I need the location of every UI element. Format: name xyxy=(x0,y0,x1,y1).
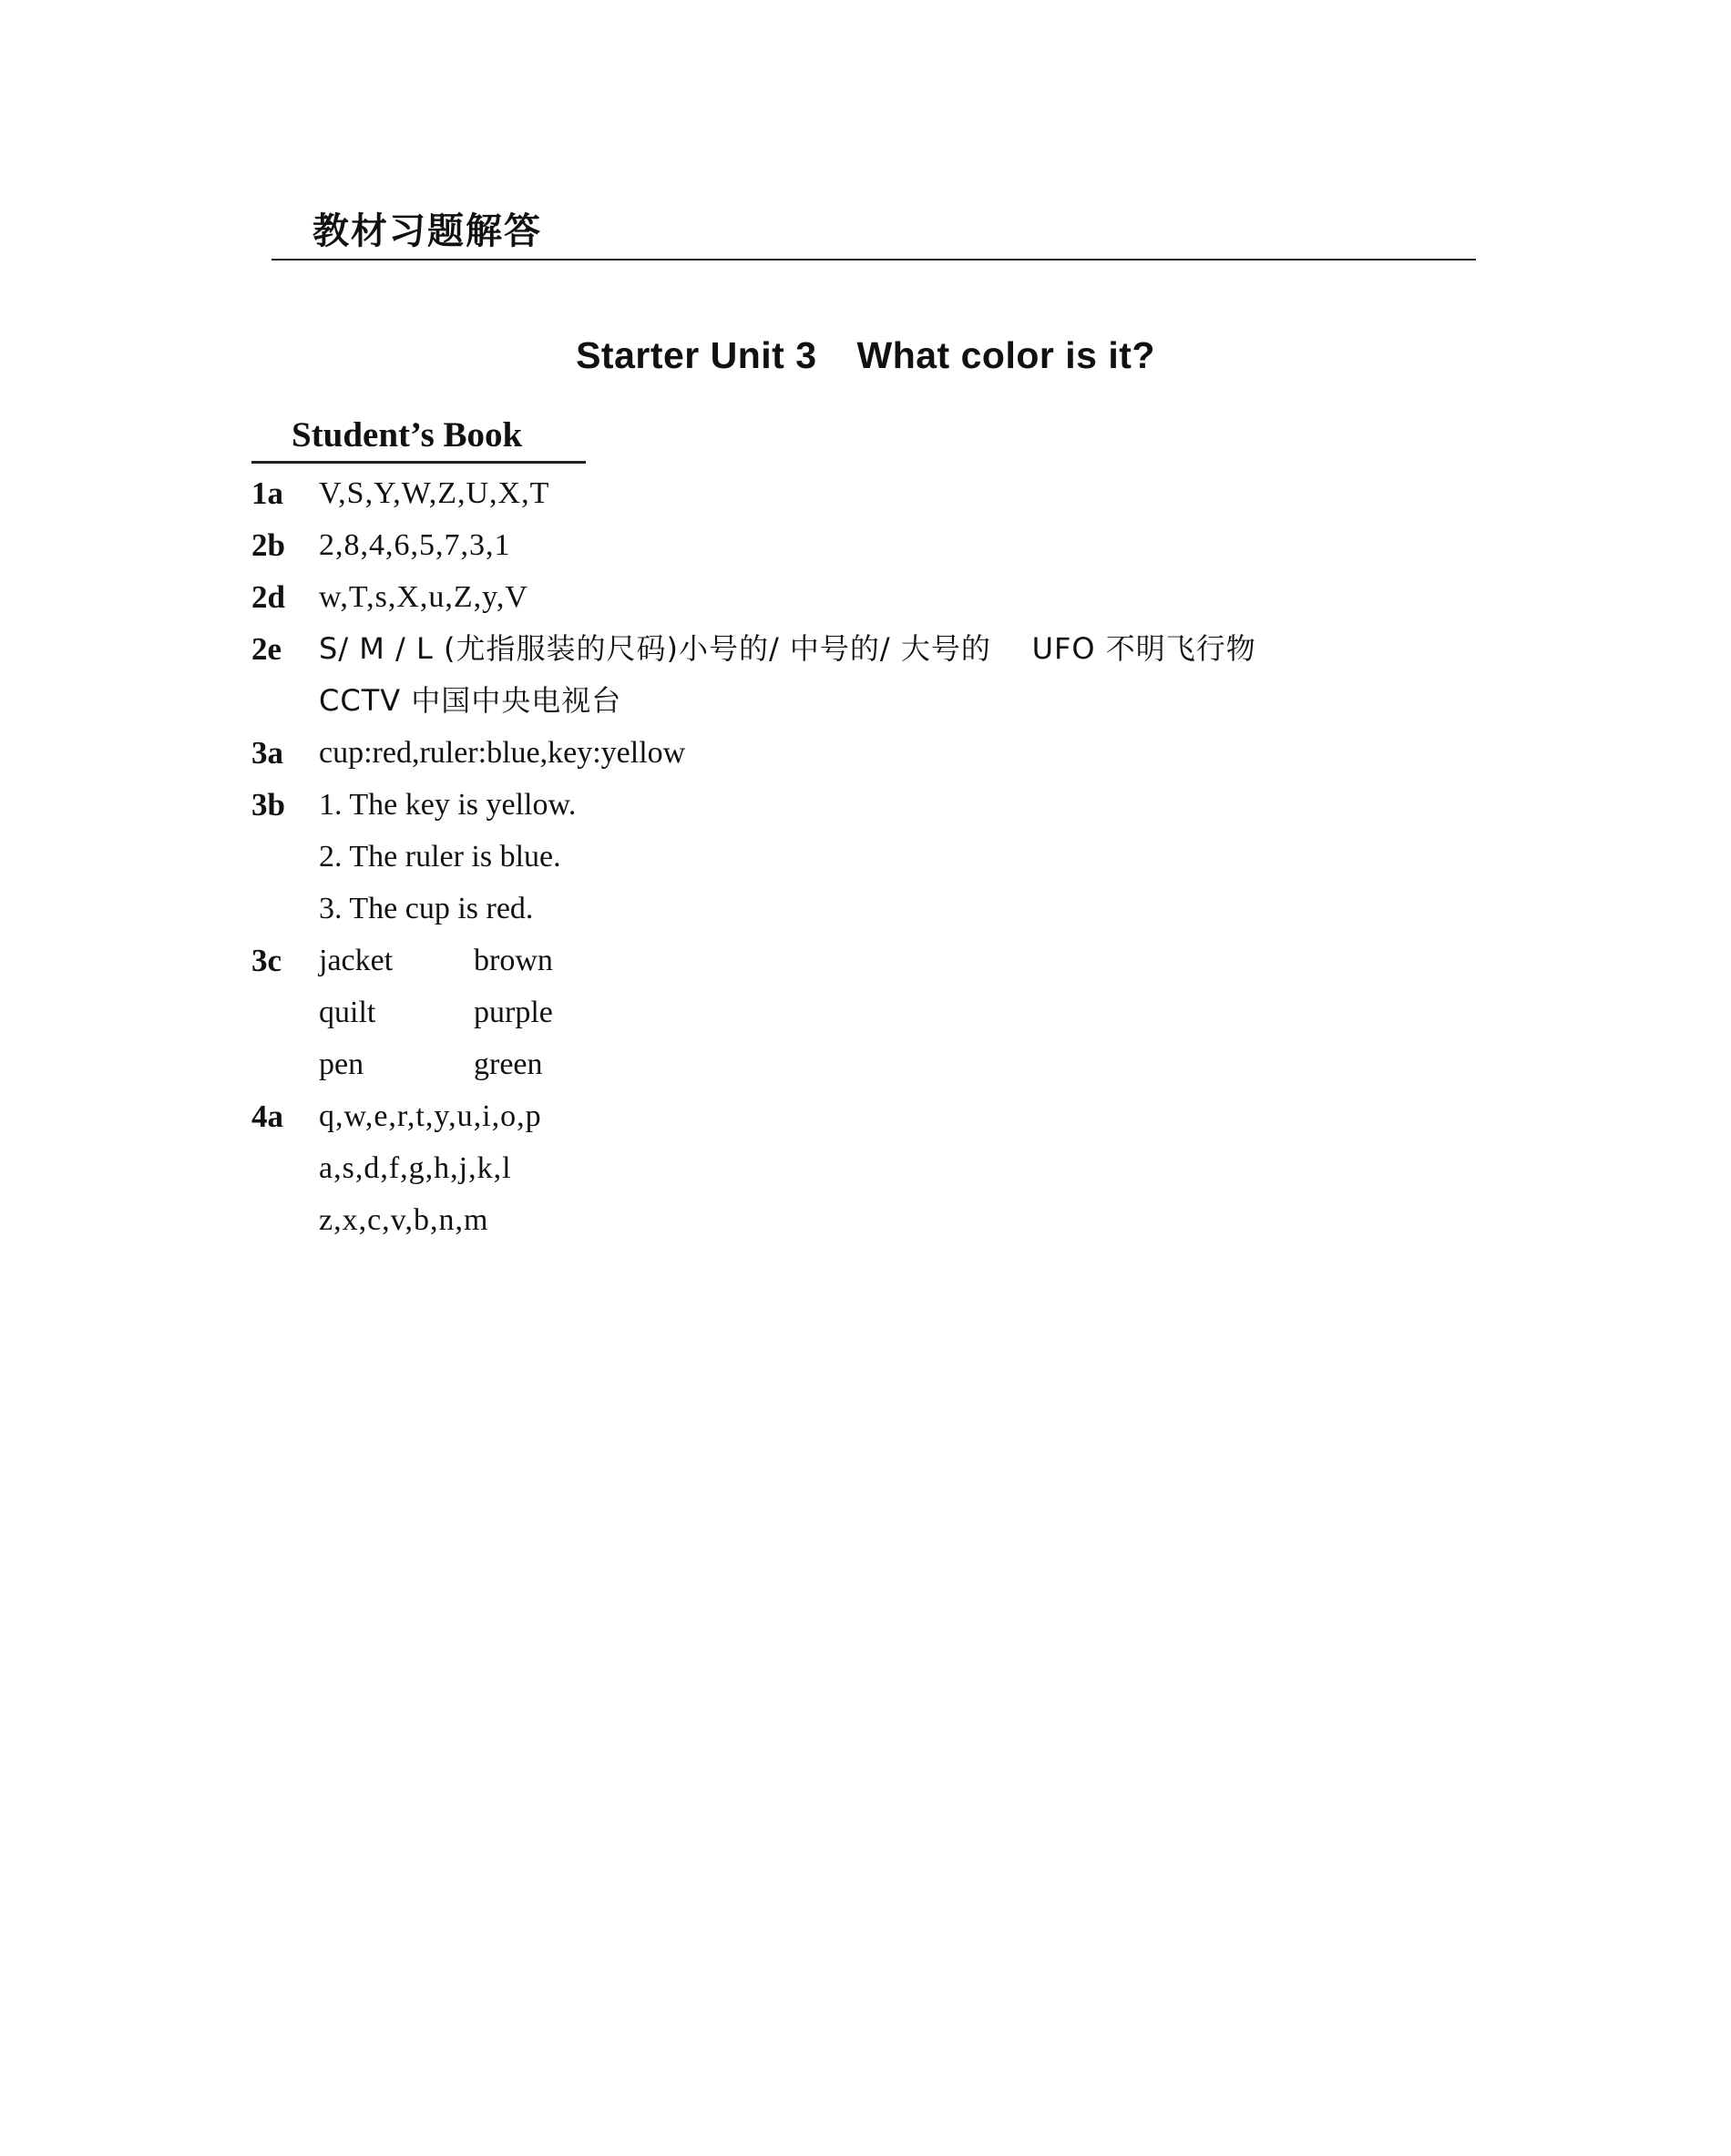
answer-line: S/ M / L (尤指服装的尺码)小号的/ 中号的/ 大号的 UFO 不明飞行物 xyxy=(319,631,1256,666)
section-title: Student’s Book xyxy=(292,415,523,455)
exercise-label: 3b xyxy=(251,787,285,823)
unit-question: What color is it? xyxy=(856,334,1155,376)
answer-2b xyxy=(251,519,1509,571)
color-word: green xyxy=(474,1047,543,1081)
exercise-label: 2b xyxy=(251,527,285,563)
answer-line: 1. The key is yellow. xyxy=(319,788,577,822)
answer-line: q,w,e,r,t,y,u,i,o,p xyxy=(319,1099,542,1133)
page-header-title: 教材习题解答 xyxy=(312,210,542,252)
object-word: pen xyxy=(319,1047,364,1081)
exercise-label: 2d xyxy=(251,579,285,615)
exercise-label: 2e xyxy=(251,631,282,667)
answer-3b xyxy=(251,779,1509,935)
unit-name: Starter Unit 3 xyxy=(576,334,817,376)
answer-line: a,s,d,f,g,h,j,k,l xyxy=(319,1151,512,1185)
color-word: brown xyxy=(474,944,553,977)
exercise-label: 3c xyxy=(251,943,282,978)
object-word: jacket xyxy=(319,944,394,977)
exercise-label: 4a xyxy=(251,1098,283,1134)
color-word: purple xyxy=(474,996,553,1029)
answer-line: V,S,Y,W,Z,U,X,T xyxy=(319,476,550,510)
header-divider xyxy=(271,259,1476,261)
answer-1a xyxy=(251,467,1509,519)
answer-line: cup:red,ruler:blue,key:yellow xyxy=(319,736,686,770)
section-underline xyxy=(251,461,586,464)
answer-line: 2,8,4,6,5,7,3,1 xyxy=(319,528,511,562)
answer-line: 3. The cup is red. xyxy=(319,892,534,925)
answer-line: 2. The ruler is blue. xyxy=(319,840,561,874)
answer-3a xyxy=(251,727,1509,779)
exercise-label: 1a xyxy=(251,475,283,511)
word-pair xyxy=(319,935,1509,986)
word-pair xyxy=(319,986,1509,1038)
answer-2d xyxy=(251,571,1509,623)
answer-line: CCTV 中国中央电视台 xyxy=(319,683,622,718)
answer-list xyxy=(251,467,1509,1246)
exercise-label: 3a xyxy=(251,735,283,771)
answer-4a xyxy=(251,1090,1509,1246)
answer-line: w,T,s,X,u,Z,y,V xyxy=(319,580,528,614)
answer-line: z,x,c,v,b,n,m xyxy=(319,1203,489,1237)
unit-title xyxy=(0,330,1731,381)
word-pair xyxy=(319,1038,1509,1090)
answer-2e xyxy=(251,623,1509,727)
object-word: quilt xyxy=(319,996,376,1029)
answer-3c xyxy=(251,935,1509,1090)
